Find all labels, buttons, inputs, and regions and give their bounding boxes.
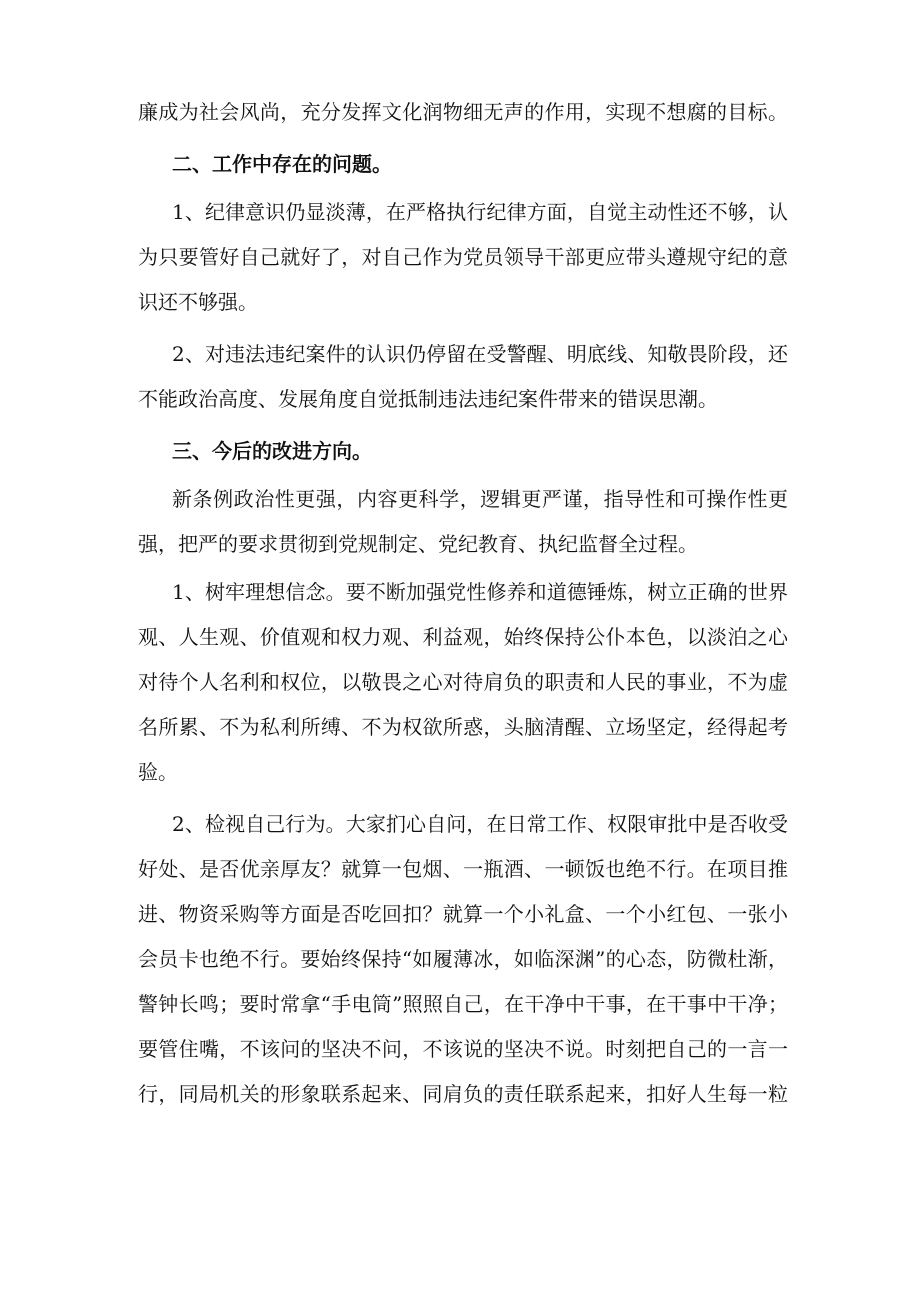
paragraph-line: 名所累、不为私利所缚、不为权欲所惑，头脑清醒、立场坚定，经得起考: [138, 715, 788, 739]
paragraph-line: 1、纪律意识仍显淡薄，在严格执行纪律方面，自觉主动性还不够，认: [172, 200, 788, 224]
paragraph-line: 强，把严的要求贯彻到党规制定、党纪教育、执纪监督全过程。: [138, 532, 698, 556]
paragraph-line: 2、检视自己行为。大家扪心自问，在日常工作、权限审批中是否收受: [172, 812, 788, 836]
paragraph-line: 对待个人名利和权位，以敬畏之心对待肩负的职责和人民的事业，不为虚: [138, 670, 788, 694]
paragraph-line: 进、物资采购等方面是否吃回扣？就算一个小礼盒、一个小红包、一张小: [138, 902, 788, 926]
paragraph-line: 观、人生观、价值观和权力观、利益观，始终保持公仆本色，以淡泊之心: [138, 625, 788, 649]
paragraph-line: 好处、是否优亲厚友？就算一包烟、一瓶酒、一顿饭也绝不行。在项目推: [138, 857, 788, 881]
paragraph-line: 1、树牢理想信念。要不断加强党性修养和道德锤炼，树立正确的世界: [172, 580, 788, 604]
paragraph-line: 会员卡也绝不行。要始终保持“如履薄冰，如临深渊”的心态，防微杜渐，: [138, 947, 788, 971]
paragraph-line: 行，同局机关的形象联系起来、同肩负的责任联系起来，扣好人生每一粒: [138, 1082, 788, 1106]
paragraph-line: 廉成为社会风尚，充分发挥文化润物细无声的作用，实现不想腐的目标。: [138, 100, 788, 124]
paragraph-line: 2、对违法违纪案件的认识仍停留在受警醒、明底线、知敬畏阶段，还: [172, 342, 788, 366]
paragraph-line: 验。: [138, 760, 178, 784]
paragraph-line: 识还不够强。: [138, 290, 258, 314]
document-body: [138, 96, 788, 1111]
section-heading-improvement: 三、今后的改进方向。: [172, 439, 372, 463]
paragraph-line: 为只要管好自己就好了，对自己作为党员领导干部更应带头遵规守纪的意: [138, 245, 788, 269]
paragraph-line: 要管住嘴，不该问的坚决不问，不该说的坚决不说。时刻把自己的一言一: [138, 1037, 788, 1061]
paragraph-line: 警钟长鸣；要时常拿“手电筒”照照自己，在干净中干事，在干事中干净；: [138, 992, 788, 1016]
section-heading-problems: 二、工作中存在的问题。: [172, 152, 392, 176]
paragraph-line: 新条例政治性更强，内容更科学，逻辑更严谨，指导性和可操作性更: [172, 487, 788, 511]
paragraph-line: 不能政治高度、发展角度自觉抵制违法违纪案件带来的错误思潮。: [138, 387, 718, 411]
